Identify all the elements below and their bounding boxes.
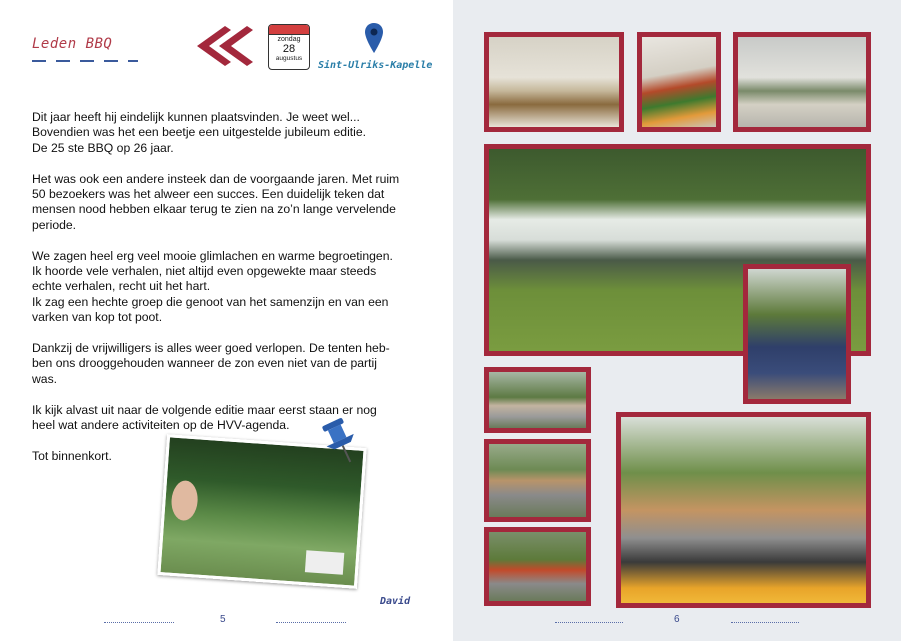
article-paragraph — [32, 110, 424, 156]
article-line: Het was ook een andere insteek dan de voorgaande jaren. Met ruim — [32, 171, 400, 186]
footer-divider-right — [731, 622, 799, 623]
article-line: Ik hoorde vele verhalen, niet altijd even opgewekte maar steeds — [32, 264, 377, 279]
article-line: ben ons drooggehouden wanneer de zon even niet van de partij — [32, 356, 377, 371]
article-line: heel wat andere activiteiten op de HVV-agenda. — [32, 418, 290, 433]
right-page — [453, 0, 901, 641]
double-chevron-left-icon — [195, 24, 253, 68]
article-line: 50 bezoekers was het alweer een succes. Een duidelijk teken dat — [32, 187, 385, 202]
article-line: varken van kop tot poot. — [32, 310, 163, 325]
photo-pig-roast — [484, 439, 591, 522]
article-paragraph — [32, 341, 424, 387]
photo-grill-wide — [484, 367, 591, 433]
footer-divider-left — [104, 622, 174, 623]
location-label: Sint-Ulriks-Kapelle — [318, 60, 433, 71]
calendar-day-number: 28 — [282, 43, 296, 55]
page-number-right: 6 — [674, 614, 680, 625]
pushpin-icon — [320, 416, 362, 468]
article-line: Dankzij de vrijwilligers is alles weer goed verlopen. De tenten heb- — [32, 341, 390, 356]
article-line: periode. — [32, 217, 77, 232]
article-line: Bovendien was het een beetje een uitgestelde jubileum editie. — [32, 125, 367, 140]
article-line: was. — [32, 371, 58, 386]
photo-vegetables — [637, 32, 721, 132]
calendar-icon — [268, 24, 310, 70]
article-line: mensen nood hebben elkaar terug te zien na zo’n lange vervelende — [32, 202, 396, 217]
photo-carving — [616, 412, 871, 608]
section-title: Leden BBQ — [32, 36, 113, 52]
article-paragraph — [32, 249, 424, 326]
map-pin-icon — [364, 22, 384, 54]
article-body — [32, 110, 424, 480]
article-paragraph — [32, 403, 424, 434]
article-line: Ik zag een hechte groep die genoot van het samenzijn en van een — [32, 294, 389, 309]
article-line: Dit jaar heeft hij eindelijk kunnen plaatsvinden. Je weet wel... — [32, 110, 360, 124]
title-underline — [32, 60, 138, 62]
photo-guests — [743, 264, 851, 404]
article-line: De 25 ste BBQ op 26 jaar. — [32, 140, 174, 155]
article-line: Tot binnenkort. — [32, 448, 112, 463]
article-line: echte verhalen, recht uit het hart. — [32, 279, 211, 294]
footer-divider-right — [276, 622, 346, 623]
article-line: We zagen heel erg veel mooie glimlachen en warme begroetingen. — [32, 248, 393, 263]
footer-divider-left — [555, 622, 623, 623]
article-line: Ik kijk alvast uit naar de volgende editie maar eerst staan er nog — [32, 402, 377, 417]
photo-spit-fire — [484, 527, 591, 606]
calendar-day-name: zondag — [277, 36, 301, 43]
article-paragraph — [32, 172, 424, 234]
photo-buffet-table — [733, 32, 871, 132]
author-signature: David — [380, 596, 411, 607]
page-number-left: 5 — [220, 614, 226, 625]
photo-salads — [484, 32, 624, 132]
calendar-month: augustus — [275, 55, 303, 62]
